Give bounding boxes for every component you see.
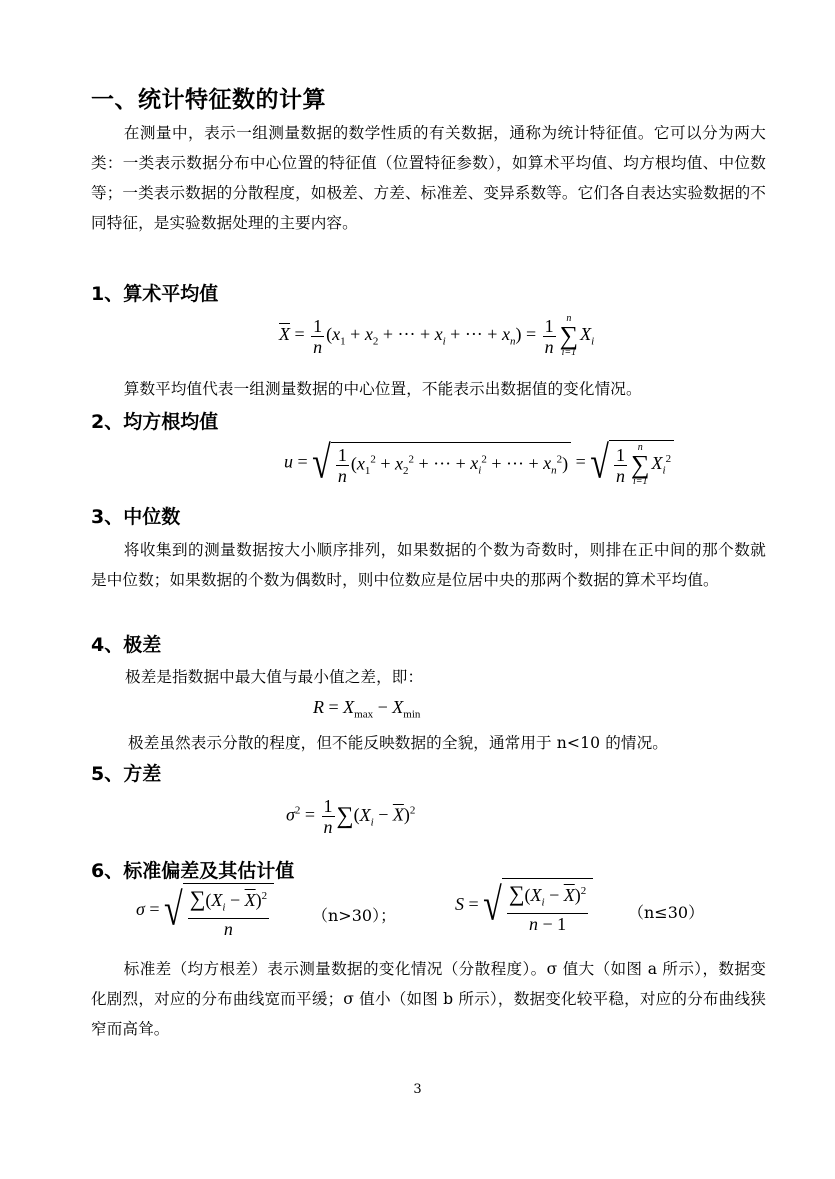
formula-rms-mean: u = √ $\frac{1}{n}$ ($x_1^2 + x_2^2$ + ··· + $x_i^2$ + ··· + $x_n^2$) = √ $\frac{1}{n}$ n ∑ i=1 $X_i^2$ [284, 440, 674, 487]
page-number: 3 [413, 1082, 422, 1097]
section-heading-range: 4、极差 [91, 634, 162, 656]
condition-n-gt-30: （n>30）； [312, 906, 397, 925]
section-heading-median: 3、中位数 [91, 506, 181, 528]
formula-variance: $\sigma^2$ = $\frac{1}{n}$ $\sum(X_i - \overline{X})^2$ [286, 796, 416, 837]
range-text-after: 极差虽然表示分散的程度，但不能反映数据的全貌，通常用于 n<10 的情况。 [128, 734, 668, 752]
section-heading-arithmetic-mean: 1、算术平均值 [91, 283, 219, 305]
condition-n-le-30: （n≤30） [628, 903, 705, 922]
range-text-before: 极差是指数据中最大值与最小值之差，即： [125, 668, 424, 686]
formula-arithmetic-mean: $\overline{X}$ = $\frac{1}{n}$ ($x_1 + x_2$ + ··· + $x_i$ + ··· + $x_n$) = $\frac{1}{n}$ n ∑ i=1 $X_i$ [279, 313, 595, 358]
arithmetic-mean-text: 算数平均值代表一组测量数据的中心位置，不能表示出数据值的变化情况。 [123, 380, 642, 398]
section-heading-standard-deviation: 6、标准偏差及其估计值 [91, 860, 295, 882]
intro-paragraph: 在测量中，表示一组测量数据的数学性质的有关数据，通称为统计特征值。它可以分为两大类：一类表示数据分布中心位置的特征值（位置特征参数），如算术平均值、均方根均值、中位数等；一类表示数据的分散程度，如极差、方差、标准差、变异系数等。它们各自表达实验数据的不同特征，是实验数据处理的主要内容。 [91, 124, 766, 232]
median-text: 将收集到的测量数据按大小顺序排列，如果数据的个数为奇数时，则排在正中间的那个数就是中位数；如果数据的个数为偶数时，则中位数应是位居中央的那两个数据的算术平均值。 [91, 541, 766, 589]
formula-range: $R = X_{max} - X_{min}$ [313, 697, 421, 721]
standard-deviation-text: 标准差（均方根差）表示测量数据的变化情况（分散程度）。σ 值大（如图 a 所示），数据变化剧烈，对应的分布曲线宽而平缓；σ 值小（如图 b 所示），数据变化较平稳，对应的分布曲线狭窄而高耸。 [91, 960, 766, 1038]
section-heading-variance: 5、方差 [91, 763, 162, 785]
page-title: 一、统计特征数的计算 [91, 87, 326, 113]
section-heading-rms-mean: 2、均方根均值 [91, 411, 219, 433]
formula-std-population: σ = √ $\frac{\sum(X_i - \overline{X})^2}{n}$ [136, 883, 274, 939]
formula-std-sample: S = √ $\frac{\sum(X_i - \overline{X})^2}{n - 1}$ [455, 878, 593, 934]
